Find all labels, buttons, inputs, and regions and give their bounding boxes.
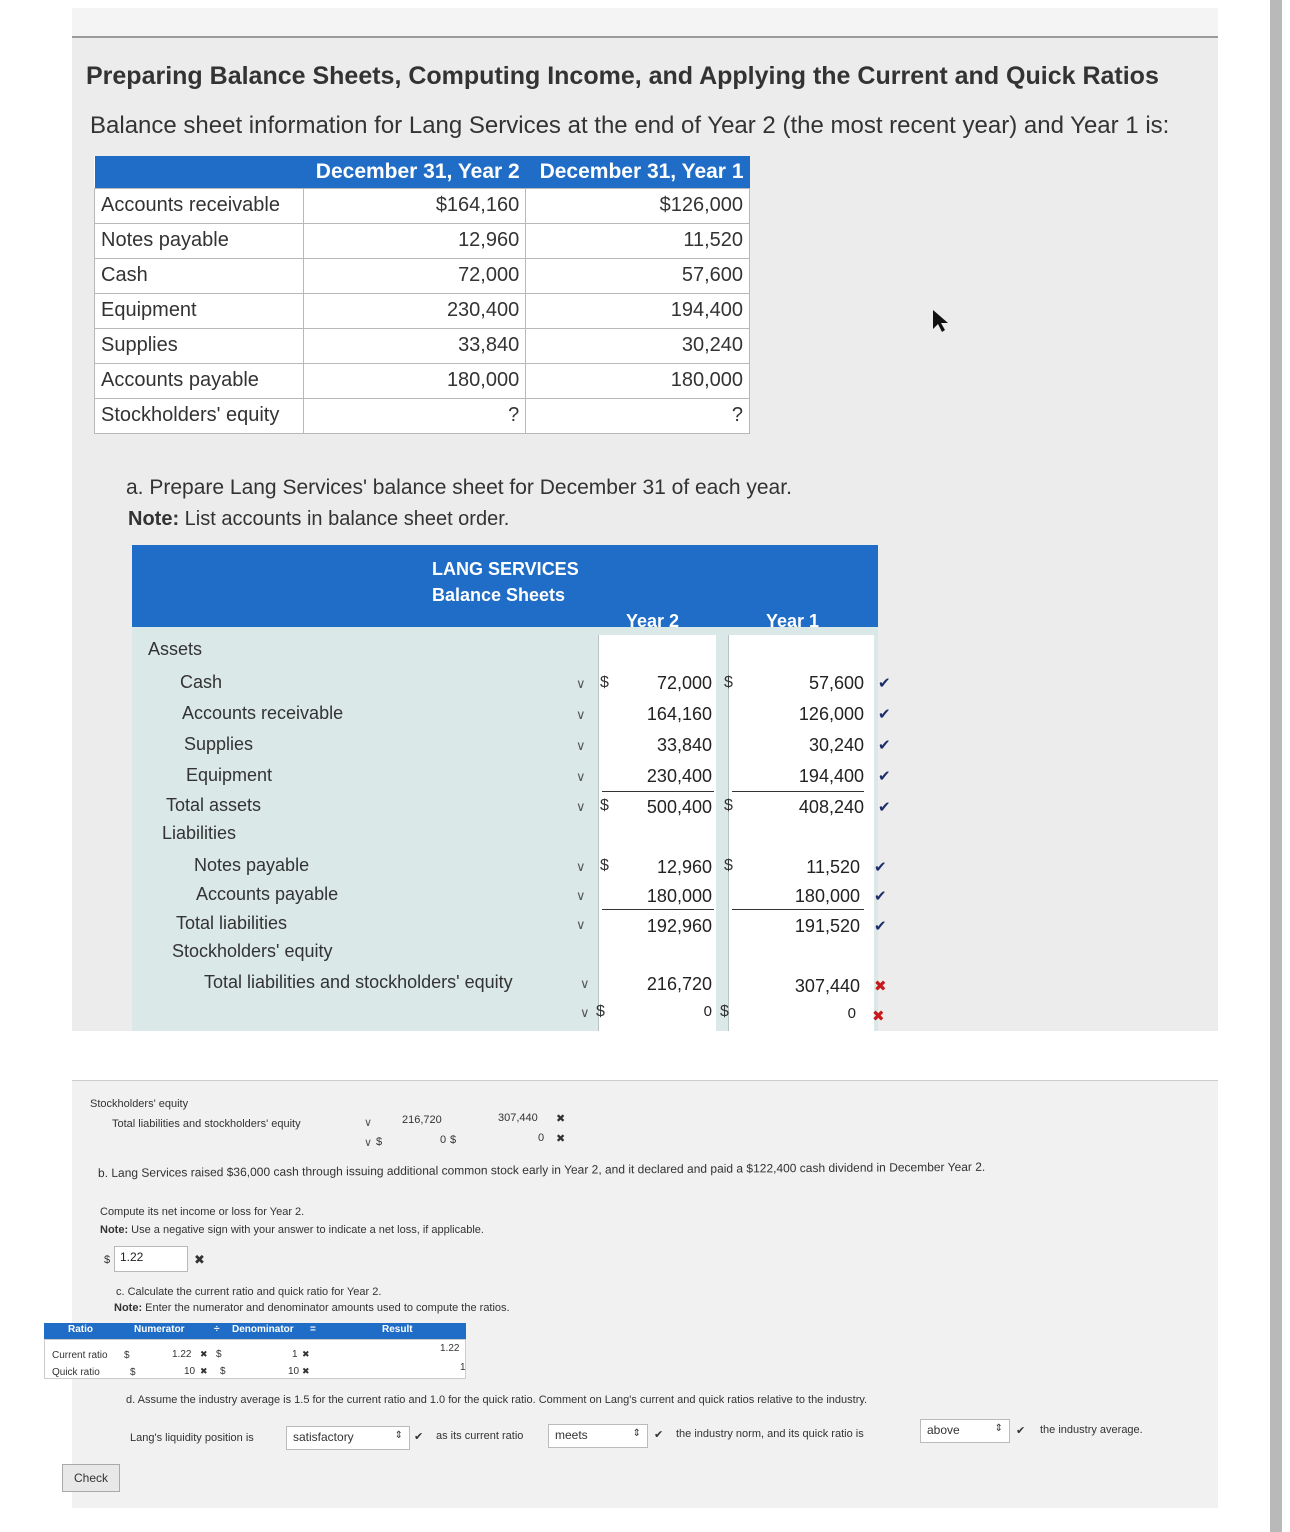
- currency-symbol: $: [600, 857, 609, 874]
- net-income-input[interactable]: 1.22: [114, 1246, 188, 1272]
- given-y2: 72,000: [304, 258, 526, 293]
- ratio-table-header: [44, 1323, 466, 1339]
- x-mark-icon: ✖: [200, 1366, 208, 1376]
- given-label: Notes payable: [95, 223, 304, 258]
- accounts-payable-year2[interactable]: 180,000: [646, 886, 712, 906]
- x-mark-icon: ✖: [874, 978, 887, 995]
- part-a-instruction: a. Prepare Lang Services' balance sheet for December 31 of each year.: [126, 476, 792, 499]
- check-icon: ✔: [414, 1431, 424, 1443]
- note-label: Note:: [114, 1302, 143, 1314]
- cash-year1[interactable]: 57,600: [808, 673, 864, 693]
- check-icon: ✔: [878, 675, 891, 692]
- given-label: Stockholders' equity: [95, 398, 304, 433]
- given-label: Supplies: [95, 328, 304, 363]
- table-row: [95, 328, 750, 363]
- given-y2: 230,400: [304, 293, 526, 328]
- current-ratio-comparison-select[interactable]: [548, 1424, 648, 1448]
- x-mark-icon: ✖: [302, 1349, 310, 1359]
- equipment-year2[interactable]: 230,400: [646, 766, 712, 786]
- check-icon: ✔: [874, 859, 887, 876]
- currency-symbol: $: [724, 857, 733, 874]
- total-assets-year2[interactable]: 500,400: [646, 797, 712, 817]
- select-value: satisfactory: [293, 1430, 354, 1444]
- current-ratio-result: 1.22: [440, 1343, 460, 1354]
- given-data-table: [94, 156, 750, 434]
- balance-sheet-form: [132, 545, 891, 1031]
- check-icon: ✔: [878, 737, 891, 754]
- select-value: above: [927, 1423, 960, 1437]
- currency-symbol: $: [216, 1349, 222, 1360]
- accounts-payable-year1[interactable]: 180,000: [794, 886, 860, 906]
- assets-heading: Assets: [148, 639, 203, 659]
- given-y1: 57,600: [526, 258, 750, 293]
- current-denominator-input[interactable]: 1: [292, 1349, 298, 1360]
- note-text: List accounts in balance sheet order.: [184, 508, 510, 530]
- row-label-supplies[interactable]: Supplies: [184, 734, 254, 754]
- total-assets-year1[interactable]: 408,240: [798, 797, 864, 817]
- balance-sheet-title: Balance Sheets: [432, 585, 566, 605]
- check-icon: ✔: [874, 918, 887, 935]
- note-text: Use a negative sign with your answer to indicate a net loss, if applicable.: [131, 1224, 484, 1236]
- ar-year2[interactable]: 164,160: [646, 704, 712, 724]
- given-col-year2: December 31, Year 2: [304, 156, 526, 188]
- question-panel-top: [72, 8, 1218, 1031]
- given-y1: 194,400: [526, 293, 750, 328]
- total-liabilities-year2[interactable]: 192,960: [646, 916, 712, 936]
- row-label-accounts-payable[interactable]: Accounts payable: [196, 884, 339, 904]
- liquidity-position-select[interactable]: [286, 1426, 410, 1450]
- currency-symbol: $: [124, 1350, 130, 1361]
- table-row: [95, 223, 750, 258]
- top-toolbar-strip: [72, 8, 1218, 38]
- given-y2: 180,000: [304, 363, 526, 398]
- given-header-blank: [95, 156, 304, 188]
- currency-symbol: $: [104, 1254, 111, 1266]
- check-icon: ✔: [878, 799, 891, 816]
- company-name: LANG SERVICES: [432, 559, 579, 579]
- given-y2: 33,840: [304, 328, 526, 363]
- check-icon: ✔: [654, 1429, 664, 1441]
- ar-year1[interactable]: 126,000: [798, 704, 864, 724]
- part-d-text: d. Assume the industry average is 1.5 for the current ratio and 1.0 for the quick ratio. Comment on Lang's current and quick ratios relative to the industry.: [126, 1394, 868, 1406]
- chevron-down-icon[interactable]: ∨: [576, 676, 586, 691]
- quick-denominator-input[interactable]: 10: [288, 1366, 300, 1377]
- last-y2-small[interactable]: 0: [440, 1134, 447, 1146]
- x-mark-icon: ✖: [302, 1366, 310, 1376]
- divide-symbol: ÷: [214, 1324, 220, 1335]
- currency-symbol: $: [450, 1134, 457, 1146]
- chevron-down-icon[interactable]: ∨: [580, 976, 590, 991]
- cash-year2[interactable]: 72,000: [656, 673, 712, 693]
- last-row-year1[interactable]: 0: [847, 1005, 856, 1022]
- part-d-text-3: the industry norm, and its quick ratio is: [676, 1428, 864, 1440]
- total-le-year1[interactable]: 307,440: [794, 976, 860, 996]
- last-row-year2[interactable]: 0: [703, 1003, 712, 1020]
- subtotal-underline: [602, 791, 714, 792]
- supplies-year2[interactable]: 33,840: [656, 735, 712, 755]
- chevron-down-icon[interactable]: ∨: [576, 859, 586, 874]
- ratio-row-label: Quick ratio: [52, 1367, 100, 1378]
- x-mark-icon: ✖: [556, 1133, 566, 1145]
- given-label: Cash: [95, 258, 304, 293]
- currency-symbol: $: [130, 1367, 136, 1378]
- given-y1: 30,240: [526, 328, 750, 363]
- chevron-down-icon[interactable]: ∨: [576, 707, 586, 722]
- liabilities-heading: Liabilities: [162, 823, 237, 843]
- chevron-updown-icon: ⇕: [994, 1423, 1003, 1434]
- mouse-cursor-icon: [930, 308, 952, 334]
- check-icon: ✔: [878, 768, 891, 785]
- scrollbar[interactable]: [1270, 0, 1282, 1532]
- row-label-total-liabilities[interactable]: Total liabilities: [176, 913, 288, 933]
- currency-symbol: $: [376, 1136, 383, 1148]
- given-y2: 12,960: [304, 223, 526, 258]
- currency-symbol: $: [600, 797, 609, 814]
- part-d-text-4: the industry average.: [1040, 1424, 1143, 1436]
- supplies-year1[interactable]: 30,240: [808, 735, 864, 755]
- numerator-col-header: Numerator: [134, 1324, 185, 1335]
- quick-ratio-result: 1: [460, 1362, 466, 1373]
- part-d-text-1: Lang's liquidity position is: [130, 1432, 254, 1444]
- equipment-year1[interactable]: 194,400: [798, 766, 864, 786]
- chevron-down-icon[interactable]: ∨: [576, 799, 586, 814]
- chevron-down-icon[interactable]: ∨: [576, 738, 586, 753]
- check-icon: ✔: [878, 706, 891, 723]
- row-label-accounts-receivable[interactable]: Accounts receivable: [182, 703, 344, 723]
- currency-symbol: $: [724, 674, 733, 691]
- part-b-text: b. Lang Services raised $36,000 cash through issuing additional common stock early in Year 2, and it declared and paid a $122,400 cash dividend in December Year 2.: [97, 1159, 986, 1180]
- row-label-equipment[interactable]: Equipment: [186, 765, 273, 785]
- given-header-row: [95, 156, 750, 188]
- col-year2: Year 2: [626, 611, 680, 631]
- row-label-total-liabilities-equity[interactable]: Total liabilities and stockholders' equity: [204, 972, 513, 992]
- given-y2: ?: [304, 398, 526, 433]
- chevron-down-icon[interactable]: ∨: [576, 769, 586, 784]
- given-y1: 11,520: [526, 223, 750, 258]
- chevron-updown-icon: ⇕: [632, 1428, 641, 1439]
- total-le-year2[interactable]: 216,720: [646, 974, 712, 994]
- equity-label-small: Stockholders' equity: [90, 1098, 189, 1110]
- balance-sheet-header: [132, 545, 878, 631]
- table-row: [95, 188, 750, 223]
- current-numerator-input[interactable]: 1.22: [172, 1349, 192, 1360]
- table-row: [95, 363, 750, 398]
- table-row: [95, 398, 750, 433]
- equals-symbol: =: [310, 1324, 316, 1335]
- given-label: Accounts receivable: [95, 188, 304, 223]
- row-label-cash[interactable]: Cash: [180, 672, 223, 692]
- row-label-notes-payable[interactable]: Notes payable: [194, 855, 310, 875]
- chevron-updown-icon: ⇕: [394, 1430, 403, 1441]
- table-row: [95, 258, 750, 293]
- notes-payable-year2[interactable]: 12,960: [656, 857, 712, 877]
- note-label: Note:: [128, 508, 180, 530]
- x-mark-icon: ✖: [872, 1008, 885, 1025]
- currency-symbol: $: [720, 1003, 729, 1020]
- x-mark-icon: ✖: [556, 1113, 566, 1125]
- chevron-down-icon[interactable]: ∨: [576, 888, 586, 903]
- last-y1-small[interactable]: 0: [538, 1132, 545, 1144]
- subtotal-underline: [732, 791, 864, 792]
- col-year1: Year 1: [766, 611, 820, 631]
- given-label: Accounts payable: [95, 363, 304, 398]
- note-label: Note:: [100, 1224, 129, 1236]
- subtotal-underline: [732, 909, 864, 910]
- chevron-down-icon[interactable]: ∨: [576, 917, 586, 932]
- part-b-compute: Compute its net income or loss for Year 2.: [100, 1206, 305, 1218]
- given-y1: $126,000: [526, 188, 750, 223]
- total-le-y1-small[interactable]: 307,440: [498, 1112, 538, 1124]
- row-label-total-assets[interactable]: Total assets: [166, 795, 262, 815]
- part-c-text: c. Calculate the current ratio and quick ratio for Year 2.: [116, 1286, 382, 1298]
- notes-payable-year1[interactable]: 11,520: [806, 857, 860, 877]
- denominator-col-header: Denominator: [232, 1324, 294, 1335]
- equity-heading: Stockholders' equity: [172, 941, 333, 961]
- currency-symbol: $: [220, 1366, 226, 1377]
- part-b-note: [100, 1224, 484, 1236]
- quick-ratio-comparison-select[interactable]: [920, 1419, 1010, 1443]
- year1-column: [728, 635, 874, 1031]
- x-mark-icon: ✖: [200, 1349, 208, 1359]
- given-y1: 180,000: [526, 363, 750, 398]
- total-liabilities-year1[interactable]: 191,520: [794, 916, 860, 936]
- result-col-header: Result: [382, 1324, 413, 1335]
- x-mark-icon: ✖: [194, 1252, 205, 1267]
- part-d-text-2: as its current ratio: [436, 1430, 524, 1442]
- given-y2: $164,160: [304, 188, 526, 223]
- given-col-year1: December 31, Year 1: [526, 156, 750, 188]
- given-label: Equipment: [95, 293, 304, 328]
- part-c-note: [114, 1302, 510, 1314]
- quick-numerator-input[interactable]: 10: [184, 1366, 196, 1377]
- check-icon: ✔: [874, 888, 887, 905]
- table-row: [95, 293, 750, 328]
- currency-symbol: $: [596, 1003, 605, 1020]
- ratio-row-label: Current ratio: [52, 1350, 108, 1361]
- total-le-label-small: Total liabilities and stockholders' equity: [112, 1118, 301, 1130]
- note-text: Enter the numerator and denominator amounts used to compute the ratios.: [145, 1302, 510, 1314]
- chevron-down-icon[interactable]: ∨: [364, 1137, 373, 1149]
- year2-column: [598, 635, 716, 1031]
- chevron-down-icon[interactable]: ∨: [580, 1005, 590, 1020]
- check-icon: ✔: [1016, 1425, 1026, 1437]
- given-y1: ?: [526, 398, 750, 433]
- part-a-note: [128, 508, 509, 531]
- currency-symbol: $: [600, 674, 609, 691]
- select-value: meets: [555, 1428, 588, 1442]
- currency-symbol: $: [724, 797, 733, 814]
- question-subtitle: Balance sheet information for Lang Services at the end of Year 2 (the most recent year) and Year 1 is:: [90, 112, 1170, 139]
- total-le-y2-small[interactable]: 216,720: [402, 1114, 442, 1126]
- check-button[interactable]: Check: [62, 1464, 120, 1492]
- page-title: Preparing Balance Sheets, Computing Income, and Applying the Current and Quick Ratios: [86, 62, 1159, 90]
- chevron-down-icon[interactable]: ∨: [364, 1117, 373, 1129]
- ratio-col-header: Ratio: [68, 1324, 93, 1335]
- subtotal-underline: [602, 909, 714, 910]
